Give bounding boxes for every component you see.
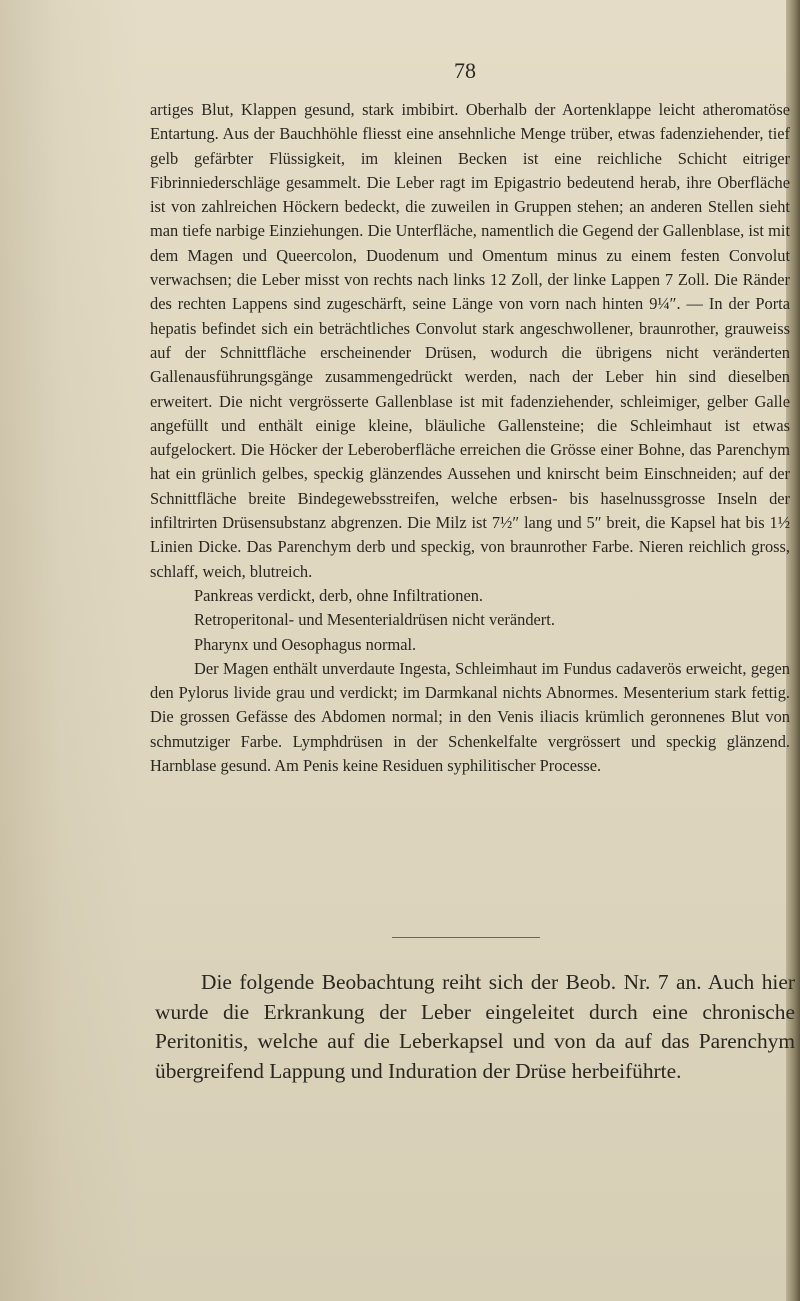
paragraph-stomach: Der Magen enthält unverdaute Ingesta, Schleimhaut im Fundus cadaverös erweicht, gegen den Pylorus livide grau und verdickt; im Darmkanal nichts Abnormes. Mesenterium stark fettig. Die grossen Gefässe des Abdomen normal; in den Venis iliacis krümlich geronnenes Blut von schmutziger Farbe. Lymphdrüsen in der Schenkelfalte vergrössert und speckig glänzend. Harnblase gesund. Am Penis keine Residuen syphilitischer Processe. <box>150 658 790 776</box>
paragraph-pharynx: Pharynx und Oesophagus normal. <box>194 634 417 654</box>
paragraph-pancreas: Pankreas verdickt, derb, ohne Infiltrationen. <box>194 585 484 605</box>
paragraph-lymph-nodes: Retroperitonal- und Mesenterialdrüsen nicht verändert. <box>194 610 555 630</box>
page-number: 78 <box>454 58 476 83</box>
closing-text-block <box>155 968 795 1086</box>
paragraph-following-observation: Die folgende Beobachtung reiht sich der Beob. Nr. 7 an. Auch hier wurde die Erkrankung der Leber eingeleitet durch eine chronische Peritonitis, welche auf die Leberkapsel und von da auf das Parenchym übergreifend Lappung und Induration der Drüse herbeiführte. <box>155 970 795 1083</box>
paragraph-autopsy-findings: artiges Blut, Klappen gesund, stark imbibirt. Oberhalb der Aortenklappe leicht atheromatöse Entartung. Aus der Bauchhöhle fliesst eine ansehnliche Menge trüber, etwas fadenziehender, tief gelb gefärbter Flüssigkeit, im kleinen Becken ist eine reichliche Schicht eitriger Fibrinniederschläge gesammelt. Die Leber ragt im Epigastrio bedeutend herab, ihre Oberfläche ist von zahlreichen Höckern bedeckt, die zuweilen in Gruppen stehen; an anderen Stellen sieht man tiefe narbige Einziehungen. Die Unterfläche, namentlich die Gegend der Gallenblase, ist mit dem Magen und Queercolon, Duodenum und Omentum minus zu einem festen Convolut verwachsen; die Leber misst von rechts nach links 12 Zoll, der linke Lappen 7 Zoll. Die Ränder des rechten Lappens sind zugeschärft, seine Länge von vorn nach hinten 9¼″. — In der Porta hepatis befindet sich ein beträchtliches Convolut stark angeschwollener, braunrother, grauweiss auf der Schnittfläche erscheinender Drüsen, wodurch die übrigens nicht veränderten Gallenausführungsgänge zusammengedrückt werden, nach der Leber hin sind dieselben erweitert. Die nicht vergrösserte Gallenblase ist mit fadenziehender, schleimiger, gelber Galle angefüllt und enthält einige kleine, bläuliche Gallensteine; die Schleimhaut ist etwas aufgelockert. Die Höcker der Leberoberfläche erreichen die Grösse einer Bohne, das Parenchym hat ein grünlich gelbes, speckig glänzendes Aussehen und knirscht beim Einschneiden; auf der Schnittfläche breite Bindegewebsstreifen, welche erbsen- bis haselnussgrosse Inseln der infiltrirten Drüsensubstanz abgrenzen. Die Milz ist 7½″ lang und 5″ breit, die Kapsel hat bis 1½ Linien Dicke. Das Parenchym derb und speckig, von braunrother Farbe. Nieren reichlich gross, schlaff, weich, blutreich. <box>150 100 790 581</box>
section-divider <box>392 937 540 938</box>
main-text-block <box>150 98 790 778</box>
